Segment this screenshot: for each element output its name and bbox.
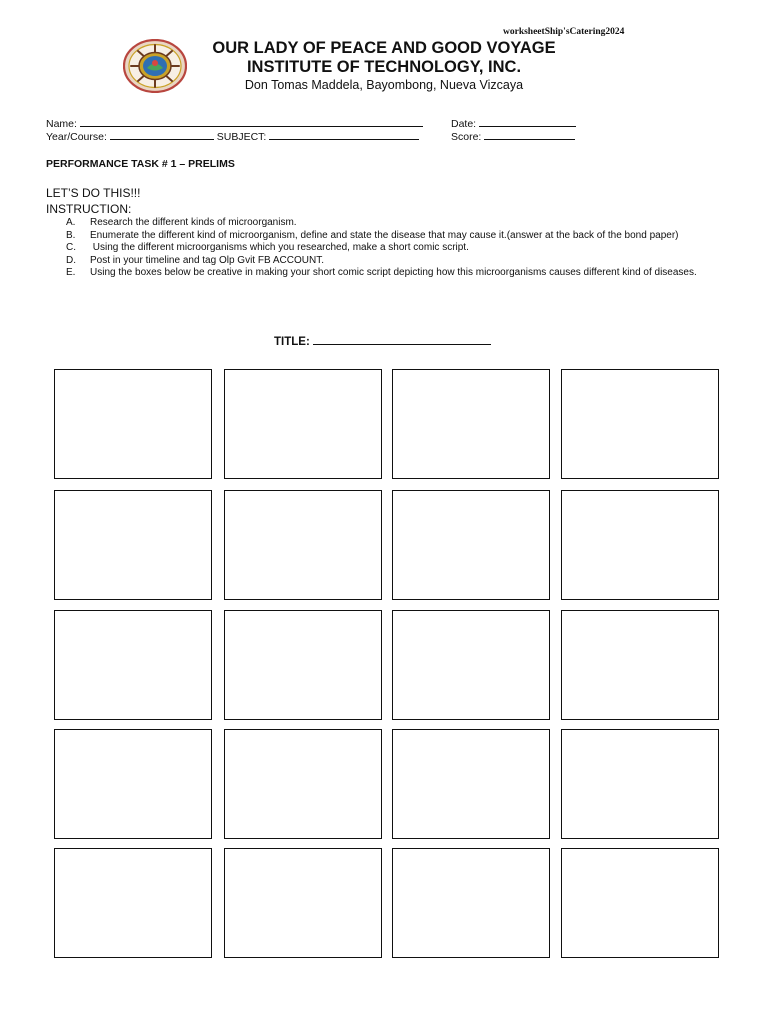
school-address: Don Tomas Maddela, Bayombong, Nueva Vizcaya — [244, 78, 524, 92]
comic-panel-box[interactable] — [224, 848, 382, 958]
subject-label: SUBJECT: — [216, 131, 267, 143]
date-label: Date: — [451, 118, 477, 130]
score-field — [451, 129, 575, 143]
instruction-label: INSTRUCTION: — [46, 202, 132, 216]
comic-panel-box[interactable] — [561, 490, 719, 600]
instruction-item — [66, 230, 716, 243]
year-course-blank-line[interactable] — [110, 129, 214, 140]
comic-panel-box[interactable] — [392, 369, 550, 479]
instruction-item — [66, 255, 716, 268]
comic-panel-box[interactable] — [561, 369, 719, 479]
instruction-text: Using the boxes below be creative in making your short comic script depicting how this microorganisms causes different kind of diseases. — [90, 267, 697, 279]
instruction-letter: E. — [66, 267, 76, 279]
score-blank-line[interactable] — [484, 129, 575, 140]
comic-panel-box[interactable] — [224, 729, 382, 839]
comic-title-blank-line[interactable] — [313, 333, 491, 345]
instruction-letter: D. — [66, 254, 76, 266]
comic-title-label: TITLE: — [274, 336, 310, 348]
name-label: Name: — [46, 118, 77, 130]
comic-panel-box[interactable] — [54, 490, 212, 600]
comic-panel-box[interactable] — [561, 610, 719, 720]
comic-panel-box[interactable] — [561, 848, 719, 958]
date-blank-line[interactable] — [479, 116, 576, 127]
comic-title-field — [274, 333, 491, 348]
instruction-item — [66, 267, 716, 280]
instruction-letter: A. — [66, 217, 76, 228]
lets-do-this: LET’S DO THIS!!! — [46, 186, 141, 200]
comic-panel-box[interactable] — [561, 729, 719, 839]
instruction-text: Enumerate the different kind of microorganism, define and state the disease that may cause it.(answer at the back of the bond paper) — [90, 229, 679, 241]
instruction-text: Using the different microorganisms which you researched, make a short comic script. — [90, 242, 469, 254]
school-name-line2: INSTITUTE OF TECHNOLOGY, INC. — [246, 58, 522, 76]
score-label: Score: — [451, 131, 482, 143]
comic-panel-box[interactable] — [392, 610, 550, 720]
comic-panel-box[interactable] — [392, 848, 550, 958]
instruction-letter: C. — [66, 242, 76, 254]
comic-panel-box[interactable] — [392, 729, 550, 839]
comic-panel-box[interactable] — [54, 848, 212, 958]
name-blank-line[interactable] — [80, 116, 423, 127]
name-field — [46, 116, 423, 130]
comic-panel-box[interactable] — [54, 610, 212, 720]
top-note: worksheetShip'sCatering2024 — [503, 27, 625, 37]
instruction-text: Research the different kinds of microorganism. — [90, 217, 297, 228]
instruction-text: Post in your timeline and tag Olp Gvit FB ACCOUNT. — [90, 254, 324, 266]
comic-panel-box[interactable] — [54, 729, 212, 839]
comic-panel-box[interactable] — [54, 369, 212, 479]
instruction-item — [66, 242, 716, 255]
comic-panel-box[interactable] — [224, 369, 382, 479]
task-heading: PERFORMANCE TASK # 1 – PRELIMS — [46, 158, 235, 170]
school-name-line1: OUR LADY OF PEACE AND GOOD VOYAGE — [212, 39, 556, 57]
subject-blank-line[interactable] — [269, 129, 419, 140]
instruction-item — [66, 217, 716, 230]
comic-panel-box[interactable] — [224, 610, 382, 720]
comic-panel-box[interactable] — [224, 490, 382, 600]
school-seal-logo — [123, 39, 187, 93]
instruction-list — [66, 217, 716, 280]
comic-panel-box[interactable] — [392, 490, 550, 600]
year-course-label: Year/Course: — [46, 131, 107, 143]
instruction-letter: B. — [66, 229, 76, 241]
date-field — [451, 116, 576, 130]
year-course-field — [46, 129, 419, 143]
